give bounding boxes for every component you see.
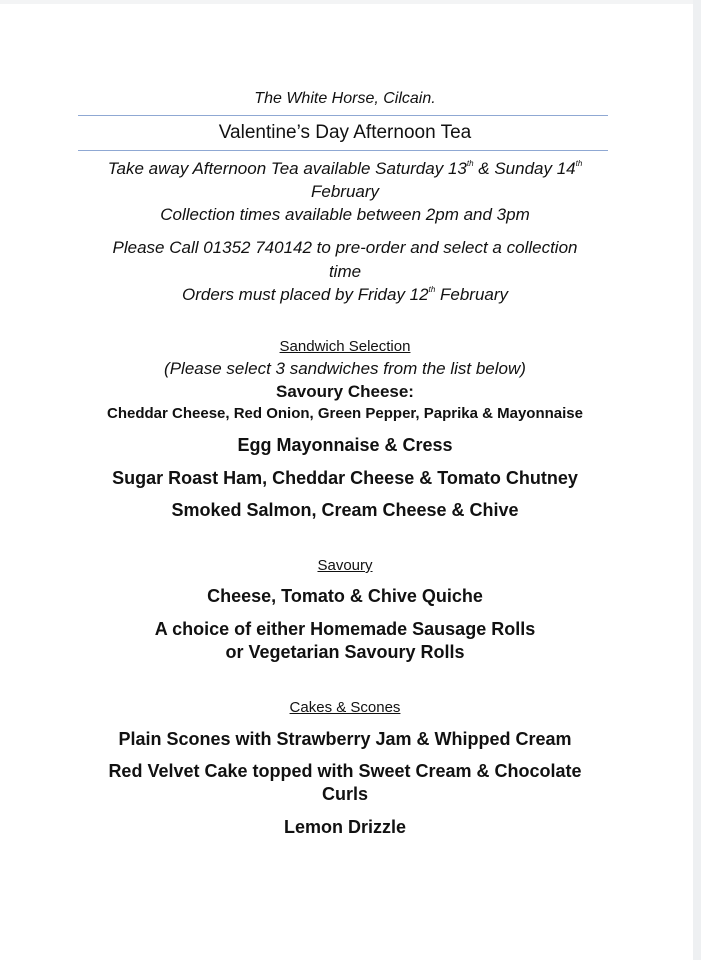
savoury-heading: Savoury (317, 557, 373, 574)
takeaway-sup-1: th (466, 159, 474, 168)
velvet-cake-item: Red Velvet Cake topped with Sweet Cream & Chocolate (108, 761, 582, 781)
lemon-drizzle-item: Lemon Drizzle (283, 817, 407, 837)
orders-line (0, 285, 690, 305)
takeaway-line (0, 159, 690, 179)
scones-item: Plain Scones with Strawberry Jam & Whipped Cream (118, 729, 572, 749)
rolls-item-2: or Vegetarian Savoury Rolls (225, 642, 465, 662)
savoury-cheese-desc: Cheddar Cheese, Red Onion, Green Pepper, Paprika & Mayonnaise (107, 405, 583, 422)
rolls-item: A choice of either Homemade Sausage Rolls (154, 619, 536, 639)
egg-sandwich: Egg Mayonnaise & Cress (237, 435, 453, 455)
orders-sup: th (428, 285, 436, 294)
orders-text-a: Orders must placed by Friday 12 (181, 285, 429, 304)
takeaway-text-b: & Sunday 14 (473, 159, 576, 178)
velvet-cake-item-2: Curls (321, 784, 368, 804)
orders-text-b: February (435, 285, 509, 304)
quiche-item: Cheese, Tomato & Chive Quiche (207, 586, 483, 606)
header-rule-top (78, 115, 608, 116)
right-edge (693, 0, 701, 960)
cakes-heading: Cakes & Scones (289, 699, 401, 716)
sandwich-heading: Sandwich Selection (279, 338, 411, 355)
call-line-2: time (328, 262, 362, 281)
takeaway-text-a: Take away Afternoon Tea available Saturday 13 (107, 159, 467, 178)
header-rule-bottom (78, 150, 608, 151)
salmon-sandwich: Smoked Salmon, Cream Cheese & Chive (171, 500, 519, 520)
collection-times: Collection times available between 2pm and 3pm (160, 205, 530, 224)
venue-name: The White Horse, Cilcain. (254, 90, 436, 107)
page-title: Valentine’s Day Afternoon Tea (218, 122, 472, 143)
sandwich-note: (Please select 3 sandwiches from the list below) (164, 359, 526, 378)
takeaway-line-2: February (310, 182, 380, 201)
ham-sandwich: Sugar Roast Ham, Cheddar Cheese & Tomato Chutney (112, 468, 578, 488)
savoury-cheese-title: Savoury Cheese: (276, 382, 414, 401)
call-line: Please Call 01352 740142 to pre-order and select a collection (112, 238, 578, 257)
takeaway-sup-2: th (575, 159, 583, 168)
